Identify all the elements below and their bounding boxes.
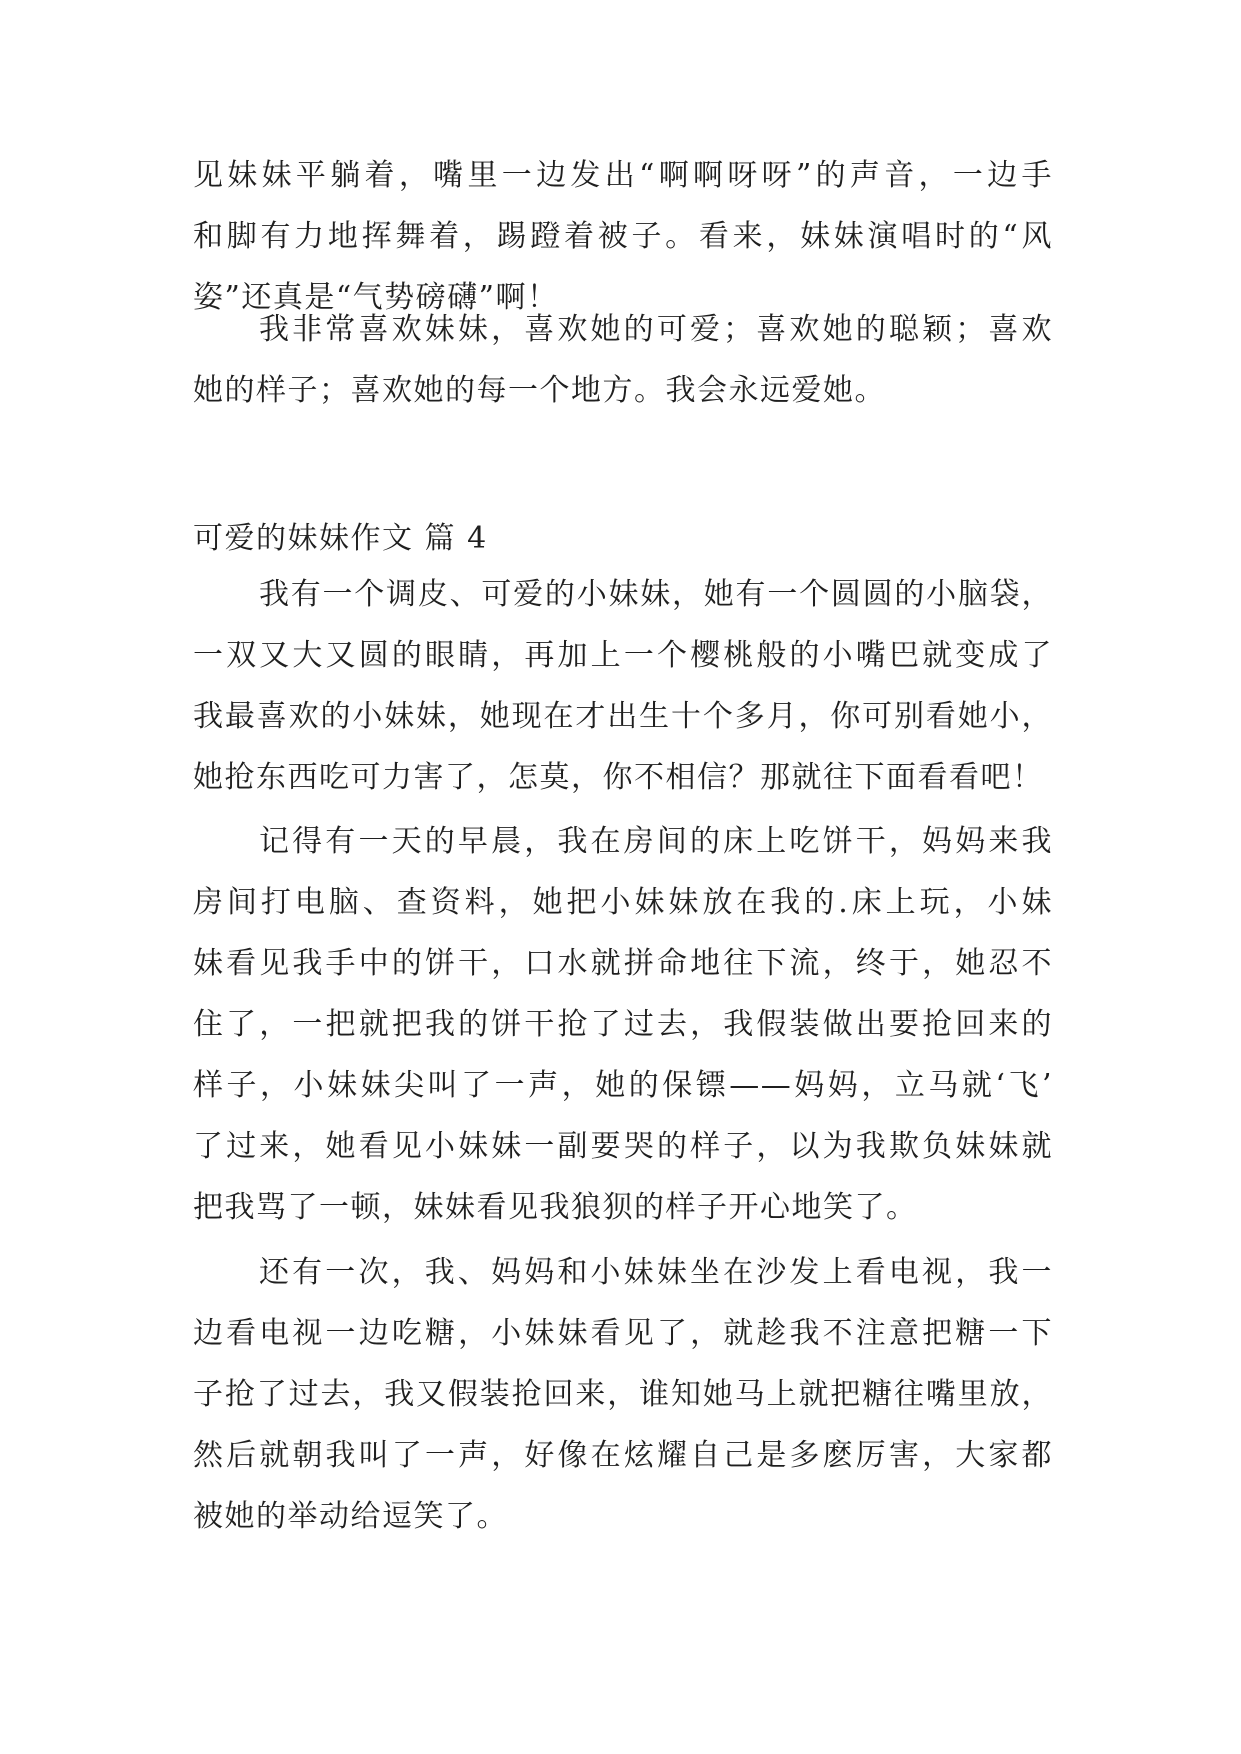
text-line: 还有一次，我、妈妈和小妹妹坐在沙发上看电视，我一: [259, 1255, 1053, 1290]
text-line: 她抢东西吃可力害了，怎莫，你不相信？那就往下面看看吧！: [193, 760, 1044, 795]
text-line: 住了，一把就把我的饼干抢了过去，我假装做出要抢回来的: [193, 1007, 1053, 1042]
paragraph-bottom-1: [193, 564, 1053, 808]
text-line: 我有一个调皮、可爱的小妹妹，她有一个圆圆的小脑袋，: [259, 577, 1053, 612]
text-line: 姿”还真是“气势磅礴”啊！: [193, 280, 559, 315]
text-line: 我最喜欢的小妹妹，她现在才出生十个多月，你可别看她小，: [193, 699, 1053, 734]
text-line: 和脚有力地挥舞着，踢蹬着被子。看来，妹妹演唱时的“风: [193, 219, 1053, 254]
text-line: 房间打电脑、查资料，她把小妹妹放在我的.床上玩，小妹: [193, 885, 1053, 920]
section-heading: 可爱的妹妹作文 篇 4: [193, 521, 488, 556]
text-line: 了过来，她看见小妹妹一副要哭的样子，以为我欺负妹妹就: [193, 1129, 1053, 1164]
paragraph-top-2: [193, 299, 1053, 421]
text-line: 见妹妹平躺着，嘴里一边发出“啊啊呀呀”的声音，一边手: [193, 158, 1053, 193]
text-line: 子抢了过去，我又假装抢回来，谁知她马上就把糖往嘴里放，: [193, 1377, 1053, 1412]
text-line: 把我骂了一顿，妹妹看见我狼狈的样子开心地笑了。: [193, 1190, 918, 1225]
text-line: 边看电视一边吃糖，小妹妹看见了，就趁我不注意把糖一下: [193, 1316, 1053, 1351]
text-line: 然后就朝我叫了一声，好像在炫耀自己是多麽厉害，大家都: [193, 1438, 1053, 1473]
text-line: 她的样子；喜欢她的每一个地方。我会永远爱她。: [193, 373, 886, 408]
text-line: 样子，小妹妹尖叫了一声，她的保镖——妈妈，立马就‘飞’: [193, 1068, 1053, 1103]
text-line: 我非常喜欢妹妹，喜欢她的可爱；喜欢她的聪颖；喜欢: [259, 312, 1053, 347]
text-line: 记得有一天的早晨，我在房间的床上吃饼干，妈妈来我: [259, 824, 1053, 859]
text-line: 一双又大又圆的眼睛，再加上一个樱桃般的小嘴巴就变成了: [193, 638, 1053, 673]
text-line: 妹看见我手中的饼干，口水就拼命地往下流，终于，她忍不: [193, 946, 1053, 981]
paragraph-bottom-2: [193, 811, 1053, 1238]
text-line: 被她的举动给逗笑了。: [193, 1499, 508, 1534]
paragraph-bottom-3: [193, 1242, 1053, 1547]
